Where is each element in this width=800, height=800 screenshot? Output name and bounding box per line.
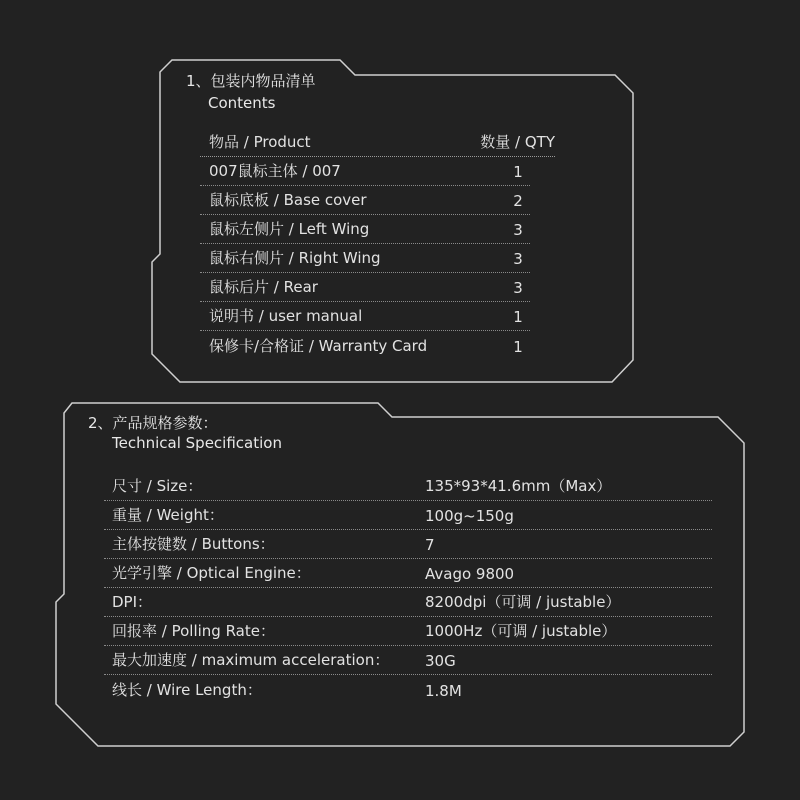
spec-value: 1.8M xyxy=(425,682,462,700)
table-row xyxy=(104,472,712,501)
product-name: 鼠标右侧片 / Right Wing xyxy=(209,249,381,267)
list-item xyxy=(200,273,530,302)
product-name: 鼠标底板 / Base cover xyxy=(209,191,367,209)
spec-label: 回报率 / Polling Rate： xyxy=(112,622,275,640)
spec-value: Avago 9800 xyxy=(425,565,515,583)
product-qty: 3 xyxy=(513,279,523,297)
product-qty: 2 xyxy=(513,192,523,210)
spec-label: 重量 / Weight： xyxy=(112,506,224,524)
spec-value: 7 xyxy=(425,536,435,554)
list-item xyxy=(200,186,530,215)
list-item xyxy=(200,157,530,186)
contents-title-en: Contents xyxy=(208,94,276,112)
product-qty: 3 xyxy=(513,221,523,239)
list-item xyxy=(200,244,530,273)
spec-label: 线长 / Wire Length： xyxy=(112,681,262,699)
table-row xyxy=(104,588,712,617)
qty-column-header: 数量 / QTY xyxy=(480,133,555,151)
table-row xyxy=(104,530,712,559)
product-name: 007鼠标主体 / 007 xyxy=(209,162,341,180)
spec-value: 30G xyxy=(425,652,456,670)
product-qty: 1 xyxy=(513,338,523,356)
product-name: 鼠标后片 / Rear xyxy=(209,278,318,296)
specs-title-cn: 2、产品规格参数： xyxy=(88,414,218,432)
product-name: 说明书 / user manual xyxy=(209,307,363,325)
specs-title-en: Technical Specification xyxy=(112,434,282,452)
spec-label: 最大加速度 / maximum acceleration： xyxy=(112,651,390,669)
product-name: 鼠标左侧片 / Left Wing xyxy=(209,220,370,238)
list-item xyxy=(200,302,530,331)
spec-value: 100g~150g xyxy=(425,507,514,525)
list-item xyxy=(200,215,530,244)
table-row xyxy=(104,646,712,675)
table-row xyxy=(104,559,712,588)
product-qty: 3 xyxy=(513,250,523,268)
table-row xyxy=(104,675,712,704)
spec-value: 8200dpi（可调 / justable） xyxy=(425,593,621,611)
spec-label: 主体按键数 / Buttons： xyxy=(112,535,275,553)
contents-title-cn: 1、包装内物品清单 xyxy=(186,72,316,90)
product-qty: 1 xyxy=(513,163,523,181)
table-row xyxy=(104,501,712,530)
product-qty: 1 xyxy=(513,308,523,326)
table-row xyxy=(104,617,712,646)
list-item xyxy=(200,331,530,360)
spec-label: DPI： xyxy=(112,593,153,611)
spec-label: 尺寸 / Size： xyxy=(112,477,203,495)
product-name: 保修卡/合格证 / Warranty Card xyxy=(209,337,428,355)
spec-label: 光学引擎 / Optical Engine： xyxy=(112,564,311,582)
product-column-header: 物品 / Product xyxy=(209,133,311,151)
contents-header-row xyxy=(200,128,555,157)
spec-value: 135*93*41.6mm（Max） xyxy=(425,477,612,495)
spec-value: 1000Hz（可调 / justable） xyxy=(425,622,617,640)
